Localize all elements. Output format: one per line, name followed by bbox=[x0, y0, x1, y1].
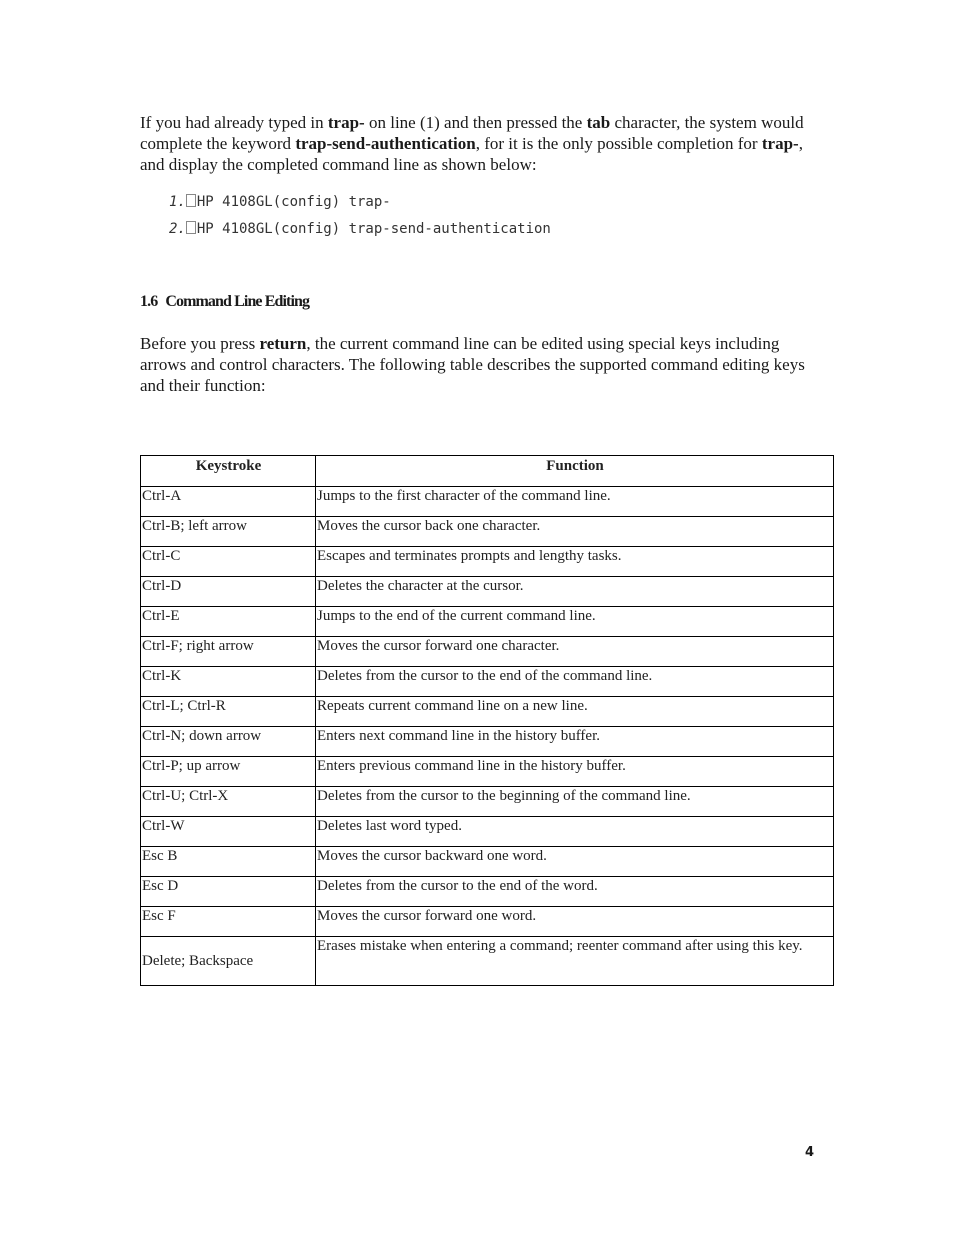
intro-paragraph bbox=[140, 112, 820, 175]
table-row bbox=[141, 667, 834, 697]
function-cell: Deletes from the cursor to the end of the word. bbox=[316, 877, 834, 907]
function-cell: Deletes from the cursor to the end of the command line. bbox=[316, 667, 834, 697]
keystroke-cell: Esc F bbox=[141, 907, 316, 937]
section-heading bbox=[140, 293, 309, 311]
code-line-number: 1. bbox=[169, 194, 186, 210]
keystroke-cell: Ctrl-W bbox=[141, 817, 316, 847]
keystroke-cell: Esc B bbox=[141, 847, 316, 877]
editing-text: Before you press bbox=[140, 334, 260, 353]
column-header-keystroke: Keystroke bbox=[141, 456, 316, 487]
table-row bbox=[141, 517, 834, 547]
keystroke-cell: Esc D bbox=[141, 877, 316, 907]
function-cell: Enters next command line in the history buffer. bbox=[316, 727, 834, 757]
table-header-row bbox=[141, 456, 834, 487]
function-cell: Deletes last word typed. bbox=[316, 817, 834, 847]
keystroke-cell: Ctrl-U; Ctrl-X bbox=[141, 787, 316, 817]
table-row bbox=[141, 487, 834, 517]
code-line-text: HP 4108GL(config) trap- bbox=[196, 194, 391, 210]
intro-text: on line (1) and then pressed the bbox=[364, 113, 587, 132]
keystroke-cell: Ctrl-N; down arrow bbox=[141, 727, 316, 757]
table-row bbox=[141, 937, 834, 986]
keystroke-cell: Ctrl-B; left arrow bbox=[141, 517, 316, 547]
table-row bbox=[141, 697, 834, 727]
table-row bbox=[141, 787, 834, 817]
intro-text: , for it is the only possible completion for bbox=[475, 134, 762, 153]
table-row bbox=[141, 577, 834, 607]
code-line-number: 2. bbox=[169, 221, 186, 237]
function-cell: Moves the cursor forward one word. bbox=[316, 907, 834, 937]
function-cell: Moves the cursor forward one character. bbox=[316, 637, 834, 667]
editing-text: , the current command line can be edited using special keys including arrows and control characters. The following table describes the supported command editing keys and their function: bbox=[140, 334, 805, 395]
keystroke-cell: Ctrl-E bbox=[141, 607, 316, 637]
keystroke-cell: Ctrl-D bbox=[141, 577, 316, 607]
keystroke-cell: Ctrl-K bbox=[141, 667, 316, 697]
keystroke-cell: Delete; Backspace bbox=[141, 937, 316, 986]
keyword-return: return bbox=[259, 334, 307, 353]
function-cell: Moves the cursor back one character. bbox=[316, 517, 834, 547]
intro-text: If you had already typed in bbox=[140, 113, 328, 132]
keystroke-cell: Ctrl-L; Ctrl-R bbox=[141, 697, 316, 727]
keystroke-table bbox=[140, 455, 834, 986]
function-cell: Jumps to the first character of the command line. bbox=[316, 487, 834, 517]
keyword-trap: trap- bbox=[761, 134, 799, 153]
function-cell: Moves the cursor backward one word. bbox=[316, 847, 834, 877]
code-line-2 bbox=[169, 221, 551, 237]
intro-text: , and display the completed command line as shown below: bbox=[140, 134, 803, 174]
function-cell: Enters previous command line in the history buffer. bbox=[316, 757, 834, 787]
function-cell: Escapes and terminates prompts and lengthy tasks. bbox=[316, 547, 834, 577]
table-row bbox=[141, 727, 834, 757]
keyword-tab: tab bbox=[586, 113, 611, 132]
table-row bbox=[141, 637, 834, 667]
keyword-trap: trap- bbox=[327, 113, 365, 132]
table-row bbox=[141, 607, 834, 637]
section-title: Command Line Editing bbox=[165, 293, 310, 310]
placeholder-glyph-icon bbox=[186, 194, 196, 207]
intro-text: character, the system would complete the keyword bbox=[140, 113, 804, 153]
table-row bbox=[141, 847, 834, 877]
function-cell: Deletes the character at the cursor. bbox=[316, 577, 834, 607]
table-row bbox=[141, 907, 834, 937]
table-row bbox=[141, 757, 834, 787]
editing-paragraph bbox=[140, 333, 820, 396]
table-row bbox=[141, 547, 834, 577]
function-cell: Erases mistake when entering a command; reenter command after using this key. bbox=[316, 937, 834, 986]
keystroke-cell: Ctrl-A bbox=[141, 487, 316, 517]
table-row bbox=[141, 817, 834, 847]
code-line-text: HP 4108GL(config) trap-send-authentication bbox=[196, 221, 551, 237]
keystroke-cell: Ctrl-P; up arrow bbox=[141, 757, 316, 787]
code-line-1 bbox=[169, 194, 391, 210]
keystroke-cell: Ctrl-C bbox=[141, 547, 316, 577]
keystroke-cell: Ctrl-F; right arrow bbox=[141, 637, 316, 667]
function-cell: Repeats current command line on a new line. bbox=[316, 697, 834, 727]
keyword-trap-send-authentication: trap-send-authentication bbox=[295, 134, 476, 153]
section-number: 1.6 bbox=[140, 293, 158, 310]
page-number: 4 bbox=[805, 1145, 815, 1160]
function-cell: Jumps to the end of the current command line. bbox=[316, 607, 834, 637]
table-row bbox=[141, 877, 834, 907]
column-header-function: Function bbox=[316, 456, 834, 487]
function-cell: Deletes from the cursor to the beginning of the command line. bbox=[316, 787, 834, 817]
placeholder-glyph-icon bbox=[186, 221, 196, 234]
